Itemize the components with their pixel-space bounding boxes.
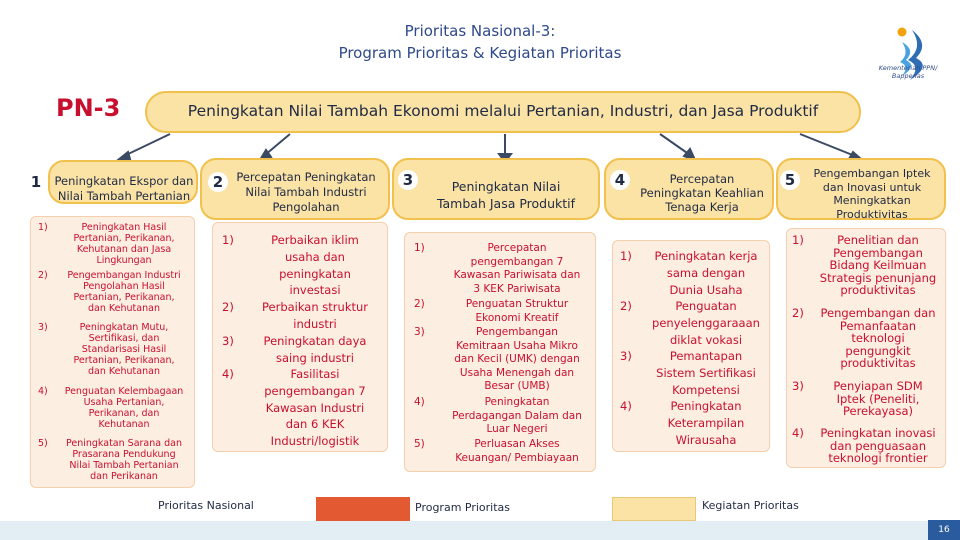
title-line-1: Prioritas Nasional-3:: [404, 22, 556, 40]
legend-program-swatch: [612, 497, 696, 521]
kp-4-2: 2) Penguatan penyelenggaraaan diklat vokasi: [620, 299, 760, 347]
title-line-2: Program Prioritas & Kegiatan Prioritas: [338, 44, 622, 62]
pp-title-1: Peningkatan Ekspor dan Nilai Tambah Pertanian: [54, 174, 194, 203]
kp-5-1: 1) Penelitian dan Pengembangan Bidang Keilmuan Strategis penunjang produktivitas: [792, 233, 937, 298]
pp-badge-2: 2: [208, 172, 228, 192]
kp-3-1: 1) Percepatan pengembangan 7 Kawasan Pariwisata dan 3 KEK Pariwisata: [414, 242, 581, 295]
pp-title-4: Percepatan Peningkatan Keahlian Tenaga Kerja: [640, 172, 764, 214]
pp-title-5: Pengembangan Iptek dan Inovasi untuk Meningkatkan Produktivitas: [813, 167, 931, 221]
pn-banner: [145, 91, 861, 133]
kp-4-1: 1) Peningkatan kerja sama dengan Dunia Usaha: [620, 249, 758, 297]
pp-badge-4: 4: [610, 170, 630, 190]
pn-code: PN-3: [56, 94, 121, 122]
kp-4-4: 4) Peningkatan Keterampilan Wirausaha: [620, 399, 745, 447]
legend-national-swatch: [316, 497, 410, 521]
logo-text: Kementerian PPN/ Bappenas: [878, 64, 938, 80]
kp-3-4: 4) Peningkatan Perdagangan Dalam dan Luar Negeri: [414, 396, 582, 436]
kp-1-2: 2) Pengembangan Industri Pengolahan Hasil Pertanian, Perikanan, dan Kehutanan: [38, 270, 181, 314]
pp-badge-1: 1: [26, 172, 46, 192]
pp-badge-3: 3: [398, 170, 418, 190]
pp-title-3: Peningkatan Nilai Tambah Jasa Produktif: [436, 179, 576, 211]
pp-badge-5: 5: [780, 170, 800, 190]
kp-2-2: 2) Perbaikan struktur industri: [222, 300, 369, 331]
kp-1-1: 1) Peningkatan Hasil Pertanian, Perikanan, Kehutanan dan Jasa Lingkungan: [38, 222, 175, 266]
legend-national-label: Prioritas Nasional: [158, 499, 254, 512]
kp-3-3: 3) Pengembangan Kemitraan Usaha Mikro dan Kecil (UMK) dengan Usaha Menengah dan Besar (UMB): [414, 326, 580, 393]
kp-2-4: 4) Fasilitasi pengembangan 7 Kawasan Industri dan 6 KEK Industri/logistik: [222, 367, 366, 449]
page-title: [160, 20, 800, 64]
kp-1-4: 4) Penguatan Kelembagaan Usaha Pertanian, Perikanan, dan Kehutanan: [38, 386, 184, 430]
kp-1-5: 5) Peningkatan Sarana dan Prasarana Pendukung Nilai Tambah Pertanian dan Perikanan: [38, 438, 182, 482]
kp-2-1: 1) Perbaikan iklim usaha dan peningkatan investasi: [222, 233, 359, 298]
pn-title: Peningkatan Nilai Tambah Ekonomi melalui Pertanian, Industri, dan Jasa Produktif: [187, 102, 819, 120]
kp-2-3: 3) Peningkatan daya saing industri: [222, 334, 367, 365]
legend-activity-label: Kegiatan Prioritas: [702, 499, 799, 512]
pp-title-2: Percepatan Peningkatan Nilai Tambah Industri Pengolahan: [236, 170, 376, 214]
kp-3-2: 2) Penguatan Struktur Ekonomi Kreatif: [414, 298, 569, 324]
kp-3-5: 5) Perluasan Akses Keuangan/ Pembiayaan: [414, 438, 579, 464]
page-number: 16: [928, 520, 960, 540]
footer-band: [0, 521, 960, 540]
kp-1-3: 3) Peningkatan Mutu, Sertifikasi, dan Standarisasi Hasil Pertanian, Perikanan, dan Kehutanan: [38, 322, 175, 377]
legend-program-label: Program Prioritas: [415, 501, 511, 514]
kp-5-4: 4) Peningkatan inovasi dan penguasaan teknologi frontier: [792, 426, 936, 466]
kp-5-2: 2) Pengembangan dan Pemanfaatan teknologi pengungkit produktivitas: [792, 306, 936, 371]
kp-5-3: 3) Penyiapan SDM Iptek (Peneliti, Perekayasa): [792, 379, 923, 419]
kp-4-3: 3) Pemantapan Sistem Sertifikasi Kompetensi: [620, 349, 756, 397]
